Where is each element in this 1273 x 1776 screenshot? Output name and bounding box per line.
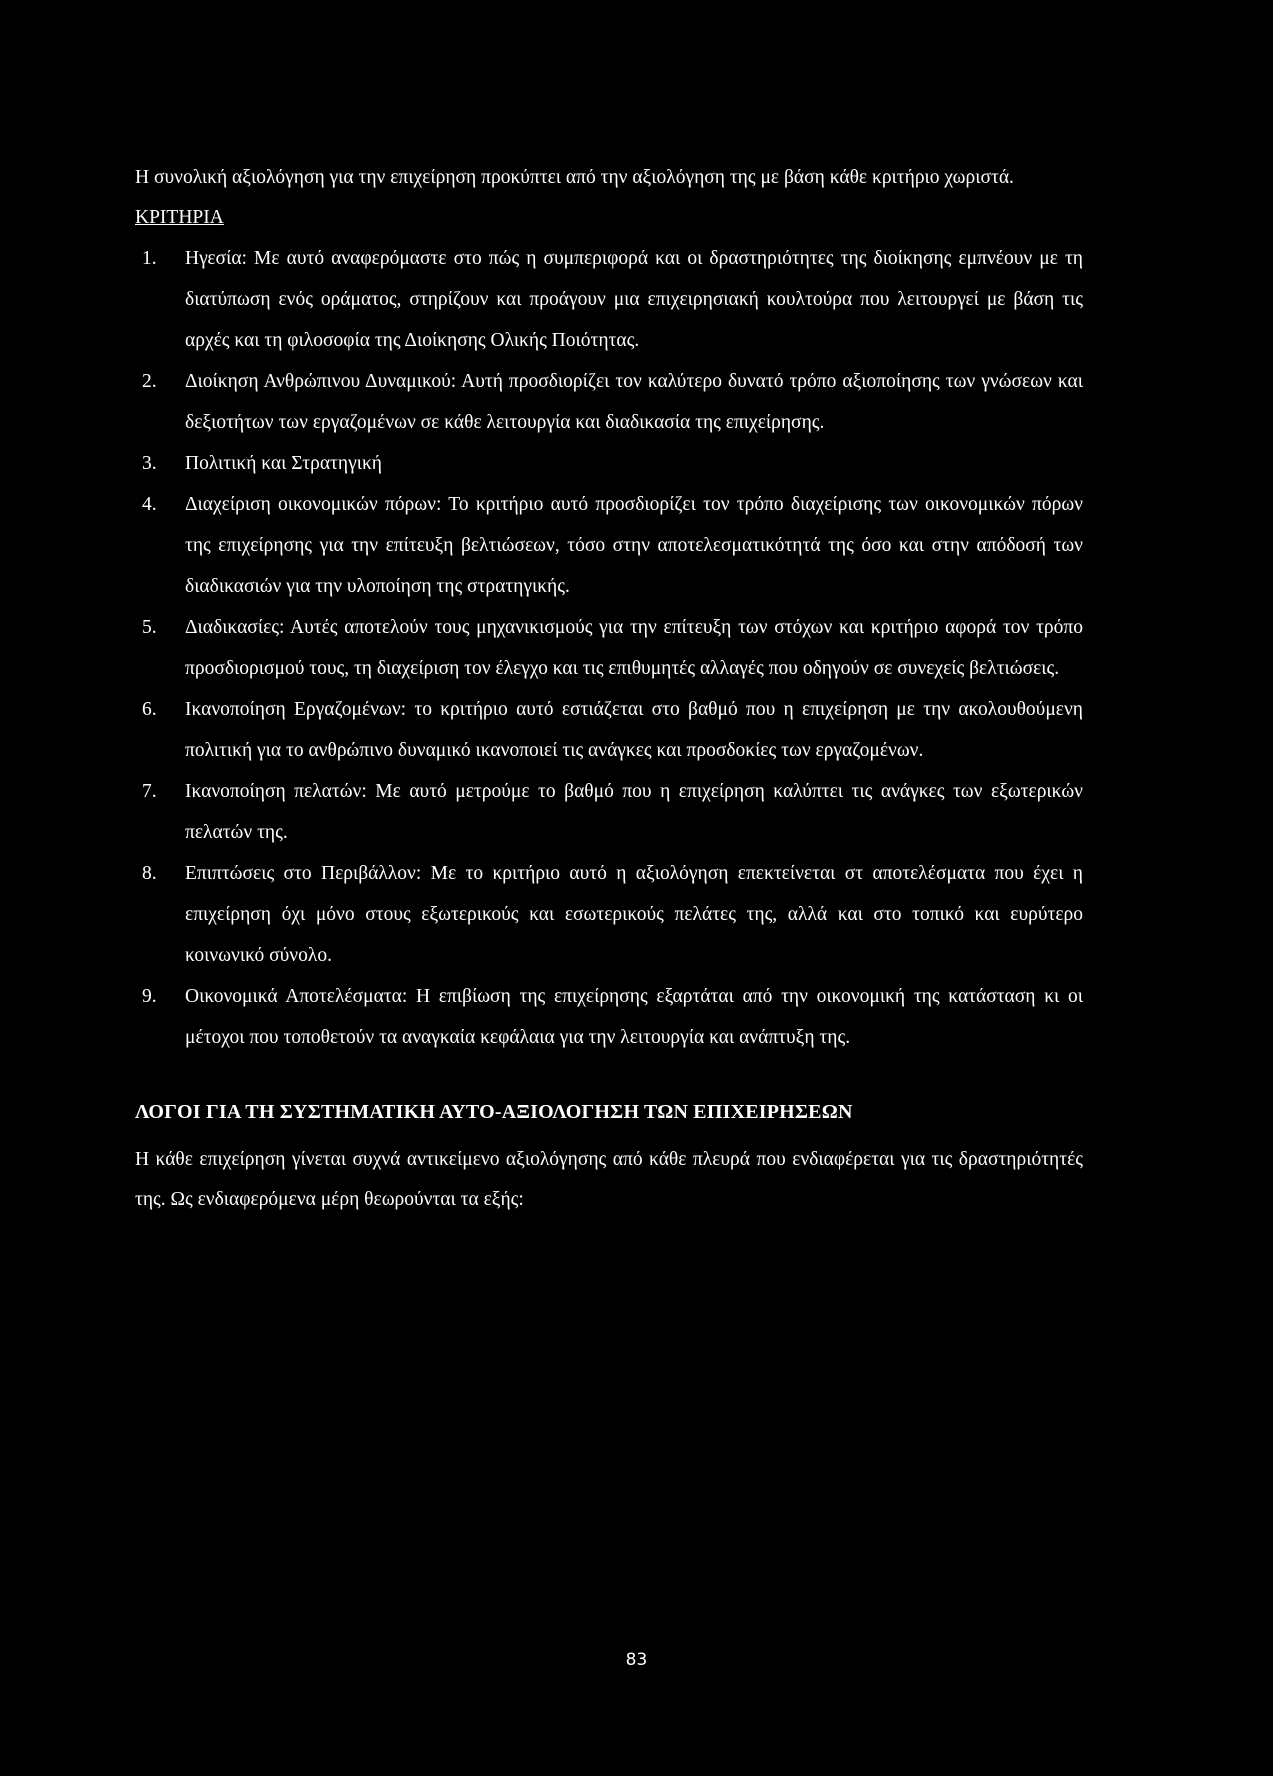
criterion-number: 1. (142, 248, 157, 269)
criterion-number: 9. (142, 986, 157, 1007)
criterion-number: 8. (142, 863, 157, 884)
document-body (135, 158, 1083, 1220)
page-number: 83 (625, 1650, 648, 1670)
criterion-item (135, 361, 1083, 443)
criterion-text: Ικανοποίηση πελατών: Με αυτό μετρούμε το βαθμό που η επιχείρηση καλύπτει τις ανάγκες των εξωτερικών πελατών της. (185, 781, 1083, 843)
criterion-item (135, 976, 1083, 1058)
intro-paragraph: Η συνολική αξιολόγηση για την επιχείρηση προκύπτει από την αξιολόγηση της με βάση κάθε κριτήριο χωριστά. (135, 167, 1014, 188)
criterion-number: 5. (142, 617, 157, 638)
criterion-number: 2. (142, 371, 157, 392)
criterion-number: 4. (142, 494, 157, 515)
criterion-item (135, 443, 1083, 484)
criterion-text: Διαδικασίες: Αυτές αποτελούν τους μηχανικισμούς για την επίτευξη των στόχων και κριτήριο αφορά τον τρόπο προσδιορισμού τους, τη διαχείριση τον έλεγχο και τις επιθυμητές αλλαγές που οδηγούν σε συνεχείς βελτιώσεις. (185, 617, 1083, 679)
criterion-number: 3. (142, 453, 157, 474)
criterion-item (135, 238, 1083, 361)
criterion-text: Επιπτώσεις στο Περιβάλλον: Με το κριτήριο αυτό η αξιολόγηση επεκτείνεται στ αποτελέσματα που έχει η επιχείρηση όχι μόνο στους εξωτερικούς και εσωτερικούς πελάτες της, αλλά και στο τοπικό και ευρύτερο κοινωνικό σύνολο. (185, 863, 1083, 966)
criterion-text: Διαχείριση οικονομικών πόρων: Το κριτήριο αυτό προσδιορίζει τον τρόπο διαχείρισης των οικονομικών πόρων της επιχείρησης για την επίτευξη βελτιώσεων, τόσο στην αποτελεσματικότητά της όσο και στην απόδοσή των διαδικασιών για την υλοποίηση της στρατηγικής. (185, 494, 1083, 597)
section-title: ΛΟΓΟΙ ΓΙΑ ΤΗ ΣΥΣΤΗΜΑΤΙΚΗ ΑΥΤΟ-ΑΞΙΟΛΟΓΗΣΗ ΤΩΝ ΕΠΙΧΕΙΡΗΣΕΩΝ (135, 1101, 853, 1123)
criterion-text: Ηγεσία: Με αυτό αναφερόμαστε στο πώς η συμπεριφορά και οι δραστηριότητες της διοίκησης εμπνέουν με τη διατύπωση ενός οράματος, στηρίζουν και προάγουν μια επιχειρησιακή κουλτούρα που λειτουργεί με βάση τις αρχές και τη φιλοσοφία της Διοίκησης Ολικής Ποιότητας. (185, 248, 1083, 351)
criterion-item (135, 771, 1083, 853)
criterion-text: Ικανοποίηση Εργαζομένων: το κριτήριο αυτό εστιάζεται στο βαθμό που η επιχείρηση με την ακολουθούμενη πολιτική για το ανθρώπινο δυναμικό ικανοποιεί τις ανάγκες και προσδοκίες των εργαζομένων. (185, 699, 1083, 761)
criterion-text: Πολιτική και Στρατηγική (185, 453, 382, 474)
criteria-list (135, 238, 1083, 1058)
criterion-text: Διοίκηση Ανθρώπινου Δυναμικού: Αυτή προσδιορίζει τον καλύτερο δυνατό τρόπο αξιοποίησης των γνώσεων και δεξιοτήτων των εργαζομένων σε κάθε λειτουργία και διαδικασία της επιχείρησης. (185, 371, 1083, 433)
criterion-number: 6. (142, 699, 157, 720)
criterion-item (135, 484, 1083, 607)
criterion-text: Οικονομικά Αποτελέσματα: Η επιβίωση της επιχείρησης εξαρτάται από την οικονομική της κατάσταση κι οι μέτοχοι που τοποθετούν τα αναγκαία κεφάλαια για την λειτουργία και ανάπτυξη της. (185, 986, 1083, 1048)
section-paragraph: Η κάθε επιχείρηση γίνεται συχνά αντικείμενο αξιολόγησης από κάθε πλευρά που ενδιαφέρεται για τις δραστηριότητές της. Ως ενδιαφερόμενα μέρη θεωρούνται τα εξής: (135, 1149, 1083, 1210)
criterion-item (135, 689, 1083, 771)
criterion-item (135, 607, 1083, 689)
criterion-item (135, 853, 1083, 976)
criteria-heading: ΚΡΙΤΗΡΙΑ (135, 207, 224, 228)
criterion-number: 7. (142, 781, 157, 802)
